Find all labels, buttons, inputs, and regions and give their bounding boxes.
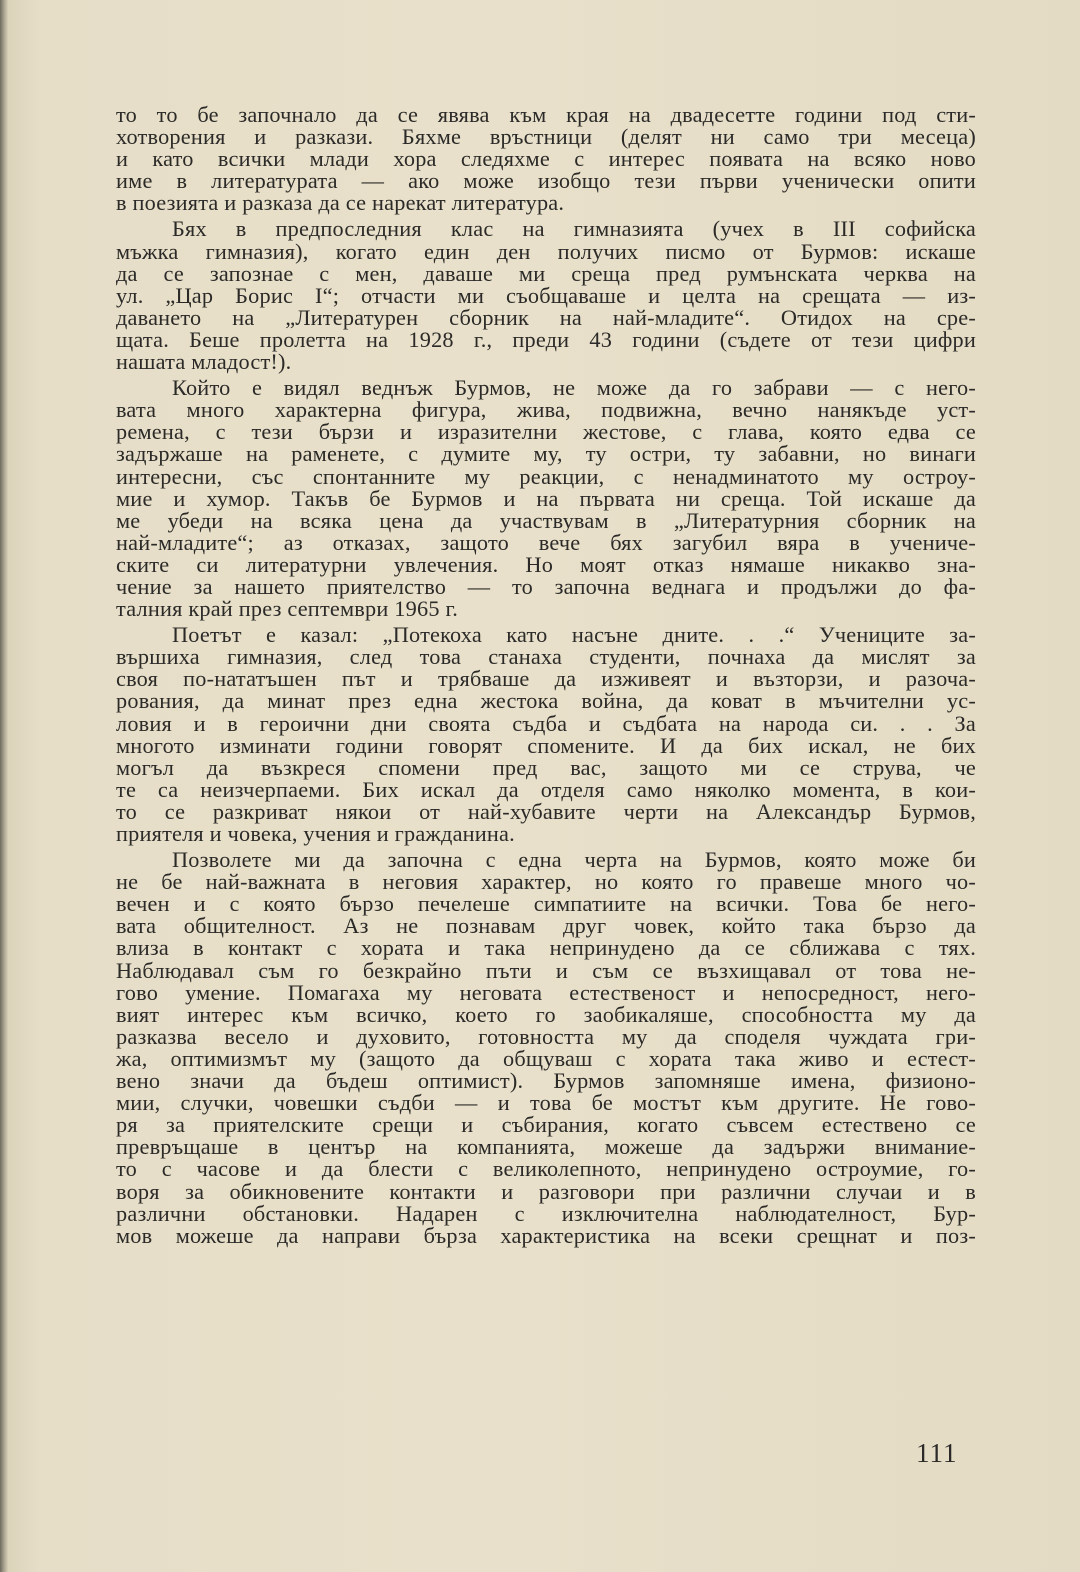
text-line: вено значи да бъдеш оптимист). Бурмов запомняше имена, физионо-	[116, 1068, 976, 1094]
text-line: талния край през септември 1965 г.	[116, 596, 459, 622]
text-line: ул. „Цар Борис I“; отчасти ми съобщаваше и целта на срещата — из-	[116, 282, 976, 308]
text-line: вата общителност. Аз не познавам друг човек, който така бързо да	[116, 913, 976, 939]
text-line: не бе най-важната в неговия характер, но която го правеше много чо-	[116, 869, 976, 895]
text-line: ловия и в героични дни своята съдба и съдбата на народа си. . . За	[116, 710, 976, 736]
text-line: разказва весело и духовито, готовността му да споделя чуждата гри-	[116, 1023, 976, 1049]
text-line: интересни, със спонтанните му реакции, с ненадминатото му остроу-	[116, 463, 976, 489]
text-line: Който е видял веднъж Бурмов, не може да го забрави — с него-	[172, 375, 976, 401]
text-line: приятеля и човека, учения и гражданина.	[116, 821, 515, 846]
text-line: Поетът е казал: „Потекоха като насъне дните. . .“ Учениците за-	[172, 622, 976, 648]
text-line: своя по-нататъшен път и трябваше да изживеят и възторзи, и разоча-	[116, 666, 976, 692]
text-line: най-младите“; аз отказах, защото вече бях загубил вяра в учениче-	[116, 529, 976, 555]
text-line: ме убеди на всяка цена да участвувам в „Литературния сборник на	[116, 507, 976, 533]
text-line: щата. Беше пролетта на 1928 г., преди 43 години (съдете от тези цифри	[116, 326, 976, 352]
text-line: мов можеше да направи бърза характеристика на всеки срещнат и поз-	[116, 1222, 976, 1248]
text-line: и като всички млади хора следяхме с интерес появата на всяко ново	[116, 146, 976, 172]
text-line: ремена, с тези бързи и изразителни жестове, с глава, която едва се	[116, 419, 976, 445]
text-line: различни обстановки. Надарен с изключителна наблюдателност, Бур-	[116, 1200, 976, 1226]
page-binding-edge	[0, 0, 8, 1572]
text-line: ря за приятелските срещи и събирания, когато съвсем естествено се	[116, 1112, 976, 1138]
body-text	[116, 104, 976, 1251]
text-line: влиза в контакт с хората и така непринудено да се сближава с тях.	[116, 935, 976, 961]
text-line: в поезията и разказа да се нарекат литература.	[116, 190, 565, 216]
text-line: Бях в предпоследния клас на гимназията (учех в III софийска	[172, 216, 976, 242]
text-line: те са неизчерпаеми. Бих искал да отделя само няколко момента, в кои-	[116, 776, 976, 802]
text-line: име в литературата — ако може изобщо тези първи ученически опити	[116, 168, 976, 194]
text-line: вата много характерна фигура, жива, подвижна, вечно нанякъде уст-	[116, 397, 976, 423]
text-line: мъжка гимназия), когато един ден получих писмо от Бурмов: искаше	[116, 238, 976, 264]
page-number: 111	[916, 1438, 958, 1468]
text-line: да се запознае с мен, даваше ми среща пред румънската черква на	[116, 260, 976, 286]
text-line: многото изминати години говорят спомените. И да бих искал, не бих	[116, 732, 976, 758]
text-line: мие и хумор. Такъв бе Бурмов и на първата ни среща. Той искаше да	[116, 485, 976, 511]
text-line: воря за обикновените контакти и разговори при различни случаи и в	[116, 1178, 976, 1204]
text-line: чение за нашето приятелство — то започна веднага и продължи до фа-	[116, 573, 976, 599]
paragraph-1	[116, 104, 976, 214]
text-line: Наблюдавал съм го безкрайно пъти и съм се възхищавал от това не-	[116, 957, 976, 983]
text-line: нашата младост!).	[116, 349, 292, 375]
text-line: могъл да възкреся спомени пред вас, защото ми се струва, че	[116, 754, 976, 780]
text-line: жа, оптимизмът му (защото да общуваш с хората така живо и естест-	[116, 1045, 976, 1071]
text-line: вършиха гимназия, след това станаха студенти, почнаха да мислят за	[116, 644, 976, 670]
text-line: вечен и с която бързо печелеше симпатиите на всички. Това бе него-	[116, 891, 976, 917]
text-line: хотворения и разкази. Бяхме връстници (делят ни само три месеца)	[116, 124, 976, 150]
paragraph-5	[116, 849, 976, 1247]
text-line: задържаше на раменете, с думите му, ту остри, ту забавни, но винаги	[116, 441, 976, 467]
text-line: рования, да минат през една жестока война, да коват в мъчителни ус-	[116, 688, 976, 714]
text-line: мии, случки, човешки съдби — и това бе мостът към другите. Не гово-	[116, 1090, 976, 1116]
text-line: даването на „Литературен сборник на най-младите“. Отидох на сре-	[116, 304, 976, 330]
text-line: ските си литературни увлечения. Но моят отказ нямаше никакво зна-	[116, 551, 976, 577]
text-line: то то бе започнало да се явява към края на двадесетте години под сти-	[116, 102, 976, 127]
text-line: то с часове и да блести с великолепното, непринудено остроумие, го-	[116, 1156, 976, 1182]
text-line: то се разкриват някои от най-хубавите черти на Александър Бурмов,	[116, 798, 976, 824]
paragraph-2	[116, 218, 976, 373]
text-line: Позволете ми да започна с една черта на Бурмов, която може би	[172, 847, 976, 873]
text-line: вият интерес към всичко, което го заобикаляше, способността му да	[116, 1001, 976, 1027]
paragraph-4	[116, 624, 976, 845]
paragraph-3	[116, 377, 976, 620]
text-line: превръщаше в център на компанията, можеше да задържи внимание-	[116, 1134, 976, 1160]
text-line: гово умение. Помагаха му неговата естественост и непосредност, него-	[116, 979, 976, 1005]
